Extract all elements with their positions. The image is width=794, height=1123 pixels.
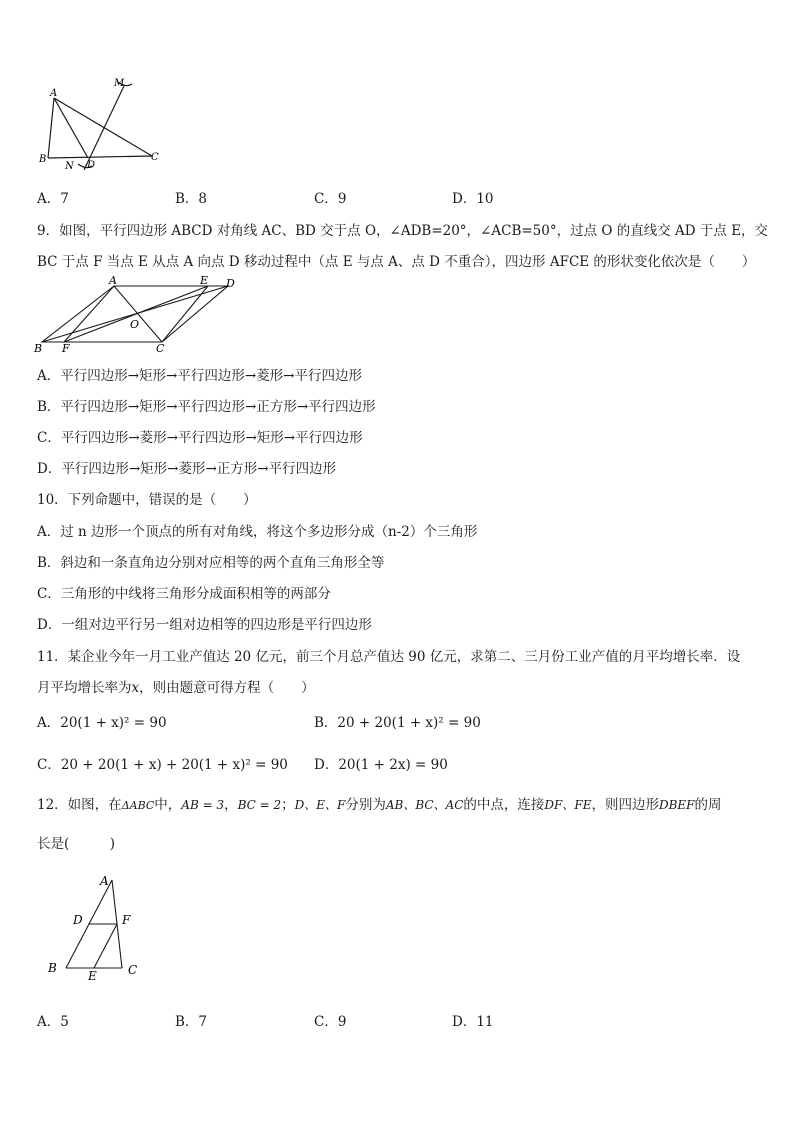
condition-bc: BC = 2 xyxy=(237,798,282,812)
q11-option-a[interactable]: A．20(1 + x)² = 90 xyxy=(37,715,167,731)
quad-dbef: DBEF xyxy=(658,798,695,812)
figure-q12 xyxy=(40,870,150,985)
label-f: F xyxy=(62,342,70,355)
label-a: A xyxy=(100,874,109,888)
segment-bc xyxy=(48,156,152,158)
q9-stem-line1: 9．如图，平行四边形 ABCD 对角线 AC、BD 交于点 O，∠ADB=20°，∠ACB=50°，过点 O 的直线交 AD 于点 E，交 xyxy=(37,223,769,239)
figure-q9 xyxy=(30,272,250,358)
q12-text-3: ， xyxy=(224,797,238,813)
q11-option-c[interactable]: C．20 + 20(1 + x) + 20(1 + x)² = 90 xyxy=(37,757,288,773)
segment-af xyxy=(64,286,114,342)
segment-fe xyxy=(94,924,117,968)
q11-stem-line1: 11．某企业今年一月工业产值达 20 亿元，前三个月总产值达 90 亿元，求第二、三月份工业产值的月平均增长率．设 xyxy=(37,649,741,665)
q11-stem-text-pre: 月平均增长率为 xyxy=(37,680,132,696)
label-f: F xyxy=(122,913,131,927)
segment-ef xyxy=(64,286,208,342)
segments-df-fe: DF、FE xyxy=(544,798,592,812)
condition-ab: AB = 3 xyxy=(181,798,225,812)
q11-stem-text-post: ，则由题意可得方程（ ） xyxy=(139,680,315,696)
q9-option-b[interactable]: B．平行四边形→矩形→平行四边形→正方形→平行四边形 xyxy=(37,399,376,415)
sides-ab-bc-ac: AB、BC、AC xyxy=(385,798,464,812)
q12-text-4: ； xyxy=(281,797,295,813)
label-b: B xyxy=(39,154,47,165)
variable-x: x xyxy=(131,680,140,696)
q8-option-b[interactable]: B．8 xyxy=(175,191,208,207)
label-c: C xyxy=(151,152,159,163)
label-e: E xyxy=(88,969,97,983)
label-n: N xyxy=(65,161,74,172)
q10-option-c[interactable]: C．三角形的中线将三角形分成面积相等的两部分 xyxy=(37,586,331,602)
q9-option-c[interactable]: C．平行四边形→菱形→平行四边形→矩形→平行四边形 xyxy=(37,430,363,446)
label-o: O xyxy=(130,318,140,331)
q12-text-7: ，则四边形 xyxy=(591,797,659,813)
q10-option-b[interactable]: B．斜边和一条直角边分别对应相等的两个直角三角形全等 xyxy=(37,555,385,571)
q9-option-a[interactable]: A．平行四边形→矩形→平行四边形→菱形→平行四边形 xyxy=(37,368,362,384)
label-c: C xyxy=(156,342,165,355)
label-c: C xyxy=(128,963,138,977)
q10-option-d[interactable]: D．一组对边平行另一组对边相等的四边形是平行四边形 xyxy=(37,617,372,633)
q12-option-c[interactable]: C．9 xyxy=(314,1014,347,1030)
points-def: D、E、F xyxy=(294,798,346,812)
q12-text-2: 中， xyxy=(154,797,182,813)
q11-option-b[interactable]: B．20 + 20(1 + x)² = 90 xyxy=(314,715,481,731)
q9-stem-line2: BC 于点 F 当点 E 从点 A 向点 D 移动过程中（点 E 与点 A、点 D 不重合），四边形 AFCE 的形状变化依次是（ ） xyxy=(37,254,756,270)
label-d: D xyxy=(226,277,235,290)
q11-stem-line2 xyxy=(37,676,315,696)
q12-option-d[interactable]: D．11 xyxy=(452,1014,494,1030)
label-d: D xyxy=(73,913,83,927)
q9-option-d[interactable]: D．平行四边形→矩形→菱形→正方形→平行四边形 xyxy=(37,461,337,477)
label-e: E xyxy=(200,274,209,287)
triangle-abc: ΔABC xyxy=(121,799,155,812)
label-b: B xyxy=(48,961,57,975)
segment-ad xyxy=(54,98,88,158)
label-b: B xyxy=(34,342,43,355)
q12-text-5: 分别为 xyxy=(345,797,386,813)
segment-ab xyxy=(48,98,54,158)
segment-ac xyxy=(54,98,152,156)
q10-option-a[interactable]: A．过 n 边形一个顶点的所有对角线，将这个多边形分成（n-2）个三角形 xyxy=(37,524,478,540)
label-d: D xyxy=(87,160,96,171)
q12-option-b[interactable]: B．7 xyxy=(175,1014,208,1030)
q8-option-a[interactable]: A．7 xyxy=(37,191,69,207)
q11-option-d[interactable]: D．20(1 + 2x) = 90 xyxy=(314,757,448,773)
q10-stem: 10．下列命题中，错误的是（ ） xyxy=(37,492,257,508)
label-a: A xyxy=(109,274,117,287)
q12-text-8: 的周 xyxy=(694,797,722,813)
label-m: M xyxy=(114,78,125,89)
q8-option-d[interactable]: D．10 xyxy=(452,191,494,207)
q12-stem-line1 xyxy=(37,793,722,813)
q12-stem-line2: 长是( ) xyxy=(37,836,116,852)
q8-option-c[interactable]: C．9 xyxy=(314,191,347,207)
q12-option-a[interactable]: A．5 xyxy=(37,1014,69,1030)
q12-text-1: 12．如图，在 xyxy=(37,797,122,813)
q12-text-6: 的中点，连接 xyxy=(463,797,545,813)
diagonal-ac xyxy=(114,286,162,342)
label-a: A xyxy=(50,88,58,99)
figure-q8 xyxy=(30,70,170,180)
